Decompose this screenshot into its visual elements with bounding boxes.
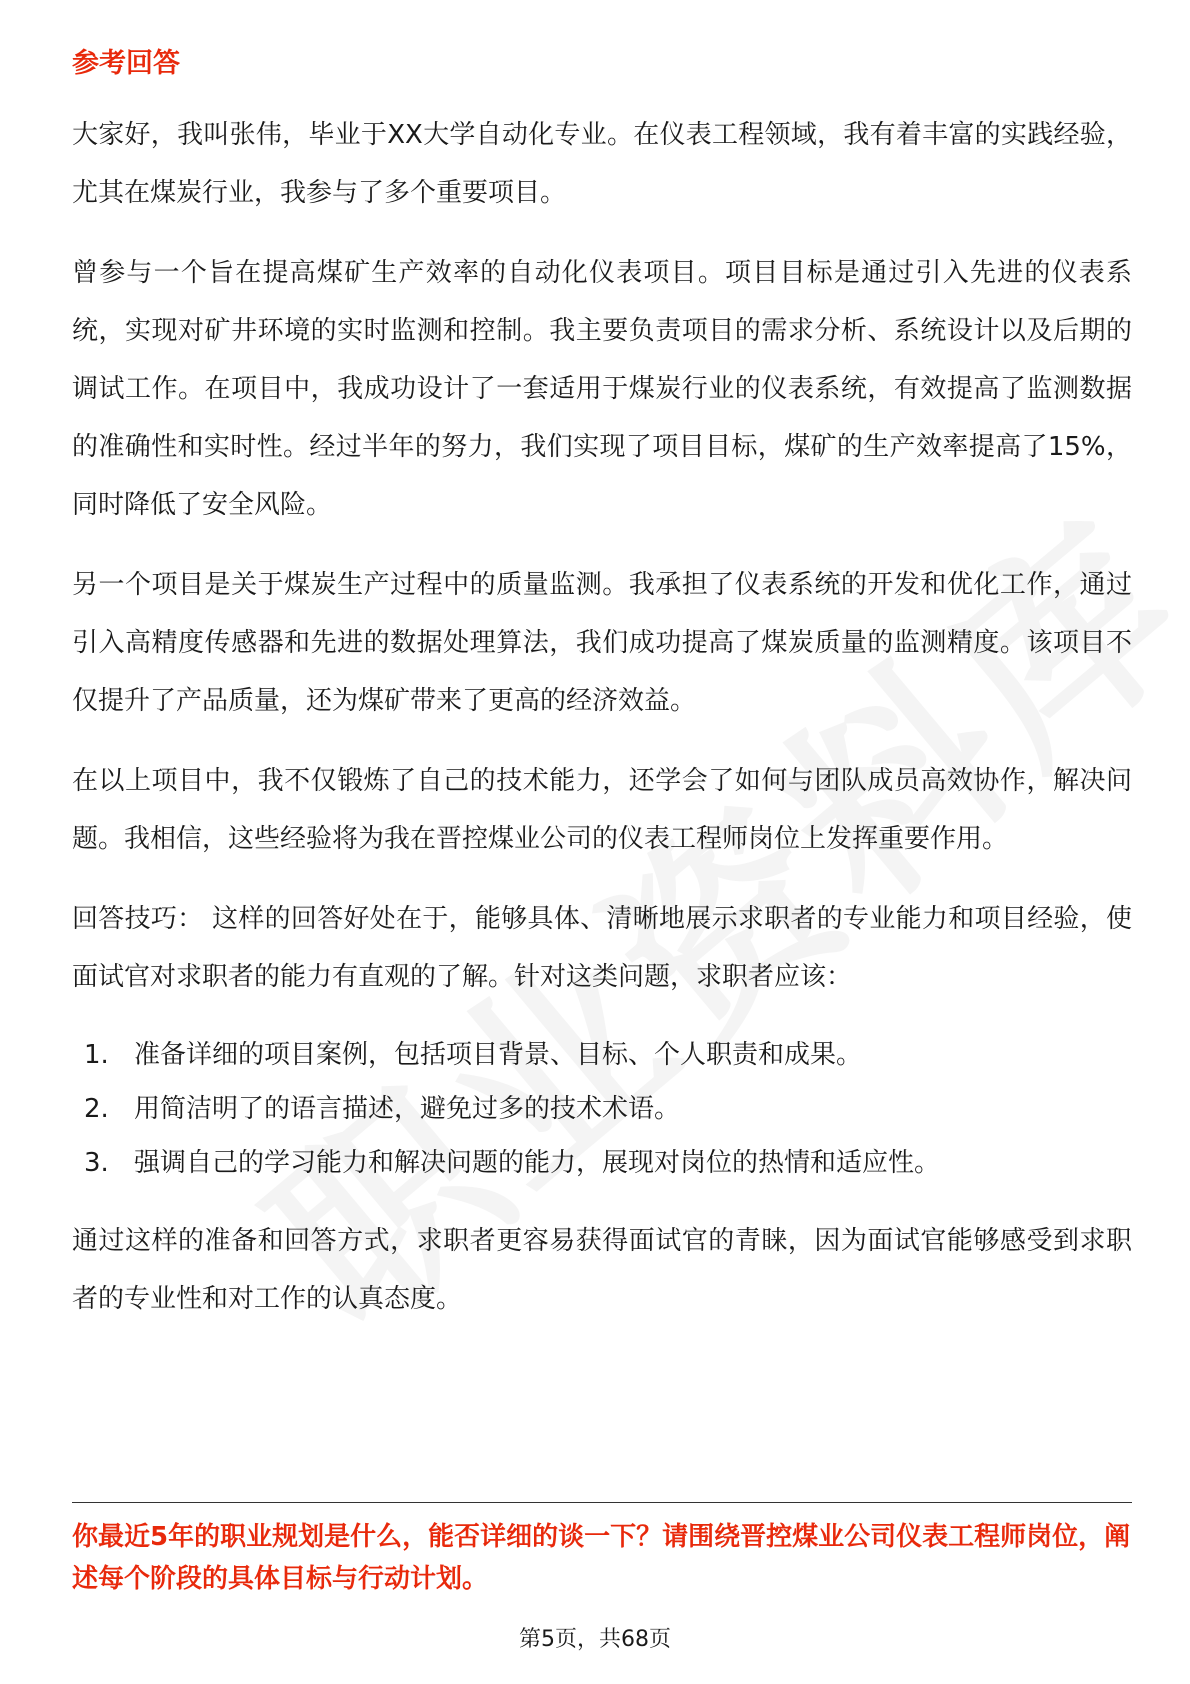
section-heading: 参考回答 [72,48,180,79]
page-number: 第5页，共68页 [519,1627,671,1652]
summary-paragraph: 在以上项目中，我不仅锻炼了自己的技术能力，还学会了如何与团队成员高效协作，解决问题。我相信，这些经验将为我在晋控煤业公司的仪表工程师岗位上发挥重要作用。 [72,766,1132,854]
list-item-number: 2. [84,1094,109,1124]
section-divider [72,1502,1132,1503]
next-question: 你最近5年的职业规划是什么，能否详细的谈一下？请围绕晋控煤业公司仪表工程师岗位，阐述每个阶段的具体目标与行动计划。 [72,1522,1131,1594]
project-two-paragraph: 另一个项目是关于煤炭生产过程中的质量监测。我承担了仪表系统的开发和优化工作，通过引入高精度传感器和先进的数据处理算法，我们成功提高了煤炭质量的监测精度。该项目不仅提升了产品质量，还为煤矿带来了更高的经济效益。 [72,570,1132,716]
list-item [72,1136,1132,1190]
intro-paragraph: 大家好，我叫张伟，毕业于XX大学自动化专业。在仪表工程领域，我有着丰富的实践经验，尤其在煤炭行业，我参与了多个重要项目。 [72,120,1132,208]
tips-list [72,1028,1132,1190]
list-item-text: 准备详细的项目案例，包括项目背景、目标、个人职责和成果。 [134,1040,863,1070]
list-item [72,1028,1132,1082]
answer-section [72,44,1132,1350]
project-one-paragraph: 曾参与一个旨在提高煤矿生产效率的自动化仪表项目。项目目标是通过引入先进的仪表系统，实现对矿井环境的实时监测和控制。我主要负责项目的需求分析、系统设计以及后期的调试工作。在项目中，我成功设计了一套适用于煤炭行业的仪表系统，有效提高了监测数据的准确性和实时性。经过半年的努力，我们实现了项目目标，煤矿的生产效率提高了15%，同时降低了安全风险。 [72,258,1132,520]
list-item-text: 用简洁明了的语言描述，避免过多的技术术语。 [134,1094,681,1124]
list-item-number: 3. [84,1148,109,1178]
list-item-number: 1. [84,1040,109,1070]
closing-paragraph: 通过这样的准备和回答方式，求职者更容易获得面试官的青睐，因为面试官能够感受到求职者的专业性和对工作的认真态度。 [72,1226,1132,1314]
list-item [72,1082,1132,1136]
tips-intro-paragraph: 回答技巧： 这样的回答好处在于，能够具体、清晰地展示求职者的专业能力和项目经验，使面试官对求职者的能力有直观的了解。针对这类问题，求职者应该： [72,904,1132,992]
list-item-text: 强调自己的学习能力和解决问题的能力，展现对岗位的热情和适应性。 [134,1148,941,1178]
